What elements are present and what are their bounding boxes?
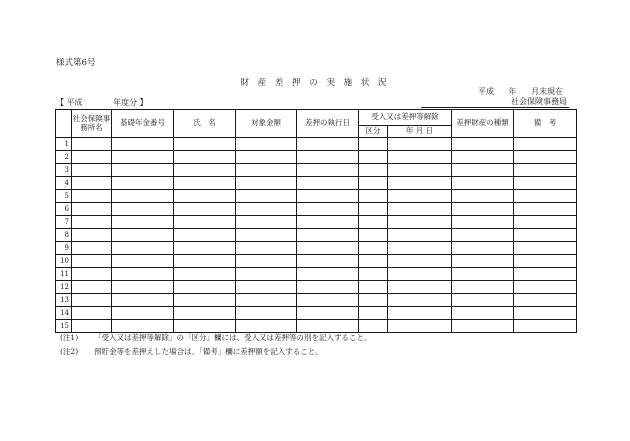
office-name-cell[interactable]	[72, 307, 112, 320]
row-number: 1	[56, 138, 72, 151]
target-amount-cell[interactable]	[236, 294, 297, 307]
office-name-cell[interactable]	[72, 190, 112, 203]
table-row	[56, 268, 577, 281]
pension-number-cell[interactable]	[112, 281, 174, 294]
pension-number-cell[interactable]	[112, 242, 174, 255]
pension-number-cell[interactable]	[112, 203, 174, 216]
target-amount-cell[interactable]	[236, 229, 297, 242]
note-1-label: (注1)	[60, 333, 79, 342]
name-cell[interactable]	[174, 203, 236, 216]
remarks-cell[interactable]	[514, 268, 577, 281]
office-name-cell[interactable]	[72, 242, 112, 255]
note-2-text: 預貯金等を差押えした場合は、「備考」欄に差押額を記入すること。	[94, 347, 323, 356]
release-date-cell[interactable]	[388, 307, 452, 320]
name-cell[interactable]	[174, 138, 236, 151]
name-cell[interactable]	[174, 229, 236, 242]
remarks-cell[interactable]	[514, 281, 577, 294]
property-type-cell[interactable]	[452, 294, 514, 307]
table-row	[56, 242, 577, 255]
table-row	[56, 307, 577, 320]
office-label: 社会保険事務局	[421, 97, 569, 108]
pension-number-cell[interactable]	[112, 164, 174, 177]
property-type-cell[interactable]	[452, 255, 514, 268]
seizure-date-cell[interactable]	[297, 190, 359, 203]
release-type-cell[interactable]	[359, 268, 388, 281]
property-type-cell[interactable]	[452, 268, 514, 281]
target-amount-cell[interactable]	[236, 281, 297, 294]
pension-number-cell[interactable]	[112, 255, 174, 268]
property-type-cell[interactable]	[452, 320, 514, 333]
header-office-name: 社会保険事務所名	[72, 110, 112, 138]
pension-number-cell[interactable]	[112, 320, 174, 333]
target-amount-cell[interactable]	[236, 255, 297, 268]
property-type-cell[interactable]	[452, 203, 514, 216]
row-number: 15	[56, 320, 72, 333]
release-date-cell[interactable]	[388, 151, 452, 164]
seizure-date-cell[interactable]	[297, 268, 359, 281]
target-amount-cell[interactable]	[236, 216, 297, 229]
name-cell[interactable]	[174, 307, 236, 320]
pension-number-cell[interactable]	[112, 268, 174, 281]
table-row	[56, 138, 577, 151]
release-date-cell[interactable]	[388, 177, 452, 190]
property-type-cell[interactable]	[452, 216, 514, 229]
remarks-cell[interactable]	[514, 190, 577, 203]
form-number: 様式第6号	[56, 58, 96, 68]
name-cell[interactable]	[174, 255, 236, 268]
release-date-cell[interactable]	[388, 242, 452, 255]
seizure-date-cell[interactable]	[297, 151, 359, 164]
table-row	[56, 164, 577, 177]
release-date-cell[interactable]	[388, 138, 452, 151]
name-cell[interactable]	[174, 151, 236, 164]
header-seizure-date: 差押の執行日	[297, 110, 359, 138]
property-type-cell[interactable]	[452, 281, 514, 294]
note-2	[60, 346, 323, 357]
row-number: 14	[56, 307, 72, 320]
office-name-cell[interactable]	[72, 281, 112, 294]
table-row	[56, 294, 577, 307]
office-name-cell[interactable]	[72, 203, 112, 216]
table-row	[56, 229, 577, 242]
table-row	[56, 177, 577, 190]
property-type-cell[interactable]	[452, 138, 514, 151]
table-row	[56, 281, 577, 294]
row-number: 3	[56, 164, 72, 177]
release-date-cell[interactable]	[388, 255, 452, 268]
remarks-cell[interactable]	[514, 138, 577, 151]
release-type-cell[interactable]	[359, 229, 388, 242]
remarks-cell[interactable]	[514, 216, 577, 229]
release-type-cell[interactable]	[359, 216, 388, 229]
target-amount-cell[interactable]	[236, 138, 297, 151]
document-title: 財 産 差 押 の 実 施 状 況	[240, 78, 390, 88]
note-1-text: 「受入又は差押等解除」の「区分」欄には、受入又は差押等の別を記入すること。	[94, 333, 372, 342]
note-1	[60, 332, 372, 343]
seizure-date-cell[interactable]	[297, 164, 359, 177]
fiscal-year-label	[56, 97, 148, 108]
release-type-cell[interactable]	[359, 242, 388, 255]
header-property-type: 差押財産の種類	[452, 110, 514, 138]
target-amount-cell[interactable]	[236, 190, 297, 203]
name-cell[interactable]	[174, 281, 236, 294]
fiscal-era: 平成	[66, 98, 83, 107]
release-type-cell[interactable]	[359, 281, 388, 294]
office-name-cell[interactable]	[72, 138, 112, 151]
seizure-date-cell[interactable]	[297, 255, 359, 268]
pension-number-cell[interactable]	[112, 177, 174, 190]
office-name-cell[interactable]	[72, 268, 112, 281]
target-amount-cell[interactable]	[236, 203, 297, 216]
remarks-cell[interactable]	[514, 164, 577, 177]
table-row	[56, 320, 577, 333]
name-cell[interactable]	[174, 294, 236, 307]
note-2-label: (注2)	[60, 347, 79, 356]
pension-number-cell[interactable]	[112, 294, 174, 307]
row-number: 2	[56, 151, 72, 164]
pension-number-cell[interactable]	[112, 307, 174, 320]
release-date-cell[interactable]	[388, 164, 452, 177]
header-name: 氏 名	[174, 110, 236, 138]
target-amount-cell[interactable]	[236, 164, 297, 177]
release-type-cell[interactable]	[359, 320, 388, 333]
office-name-cell[interactable]	[72, 151, 112, 164]
release-date-cell[interactable]	[388, 203, 452, 216]
seizure-date-cell[interactable]	[297, 138, 359, 151]
row-number: 13	[56, 294, 72, 307]
seizure-date-cell[interactable]	[297, 320, 359, 333]
name-cell[interactable]	[174, 242, 236, 255]
remarks-cell[interactable]	[514, 320, 577, 333]
seizure-date-cell[interactable]	[297, 203, 359, 216]
target-amount-cell[interactable]	[236, 177, 297, 190]
table-row	[56, 216, 577, 229]
office-name-cell[interactable]	[72, 216, 112, 229]
release-date-cell[interactable]	[388, 229, 452, 242]
release-type-cell[interactable]	[359, 164, 388, 177]
row-number: 4	[56, 177, 72, 190]
seizure-date-cell[interactable]	[297, 229, 359, 242]
property-type-cell[interactable]	[452, 151, 514, 164]
seizure-date-cell[interactable]	[297, 307, 359, 320]
seizure-date-cell[interactable]	[297, 294, 359, 307]
release-type-cell[interactable]	[359, 190, 388, 203]
property-type-cell[interactable]	[452, 190, 514, 203]
remarks-cell[interactable]	[514, 255, 577, 268]
release-type-cell[interactable]	[359, 294, 388, 307]
seizure-date-cell[interactable]	[297, 242, 359, 255]
release-type-cell[interactable]	[359, 255, 388, 268]
office-name-cell[interactable]	[72, 294, 112, 307]
row-number: 5	[56, 190, 72, 203]
seizure-date-cell[interactable]	[297, 281, 359, 294]
pension-number-cell[interactable]	[112, 229, 174, 242]
target-amount-cell[interactable]	[236, 320, 297, 333]
header-release-type: 区分	[359, 126, 388, 138]
remarks-cell[interactable]	[514, 151, 577, 164]
release-type-cell[interactable]	[359, 151, 388, 164]
property-type-cell[interactable]	[452, 229, 514, 242]
table-row	[56, 255, 577, 268]
row-number: 11	[56, 268, 72, 281]
release-date-cell[interactable]	[388, 190, 452, 203]
row-number: 7	[56, 216, 72, 229]
office-name-cell[interactable]	[72, 320, 112, 333]
release-type-cell[interactable]	[359, 307, 388, 320]
release-type-cell[interactable]	[359, 138, 388, 151]
office-name-cell[interactable]	[72, 177, 112, 190]
target-amount-cell[interactable]	[236, 151, 297, 164]
bracket-close: 】	[139, 98, 148, 107]
remarks-cell[interactable]	[514, 242, 577, 255]
name-cell[interactable]	[174, 177, 236, 190]
pension-number-cell[interactable]	[112, 138, 174, 151]
target-amount-cell[interactable]	[236, 268, 297, 281]
row-number: 8	[56, 229, 72, 242]
name-cell[interactable]	[174, 320, 236, 333]
property-type-cell[interactable]	[452, 164, 514, 177]
table-row	[56, 203, 577, 216]
property-type-cell[interactable]	[452, 242, 514, 255]
release-type-cell[interactable]	[359, 177, 388, 190]
remarks-cell[interactable]	[514, 229, 577, 242]
remarks-cell[interactable]	[514, 294, 577, 307]
release-date-cell[interactable]	[388, 320, 452, 333]
name-cell[interactable]	[174, 268, 236, 281]
row-number: 12	[56, 281, 72, 294]
release-type-cell[interactable]	[359, 203, 388, 216]
office-name-cell[interactable]	[72, 255, 112, 268]
remarks-cell[interactable]	[514, 177, 577, 190]
property-type-cell[interactable]	[452, 177, 514, 190]
header-row-number	[56, 110, 72, 138]
office-name-cell[interactable]	[72, 229, 112, 242]
seizure-date-cell[interactable]	[297, 177, 359, 190]
release-date-cell[interactable]	[388, 294, 452, 307]
bracket-open: 【	[56, 98, 64, 107]
pension-number-cell[interactable]	[112, 216, 174, 229]
release-date-cell[interactable]	[388, 216, 452, 229]
remarks-cell[interactable]	[514, 307, 577, 320]
office-name-cell[interactable]	[72, 164, 112, 177]
pension-number-cell[interactable]	[112, 190, 174, 203]
row-number: 9	[56, 242, 72, 255]
seizure-date-cell[interactable]	[297, 216, 359, 229]
seizure-table	[55, 109, 577, 333]
as-of-date: 平成 年 月末現在	[478, 87, 564, 96]
name-cell[interactable]	[174, 190, 236, 203]
release-date-cell[interactable]	[388, 268, 452, 281]
table-row	[56, 151, 577, 164]
header-remarks: 備 考	[514, 110, 577, 138]
header-pension-number: 基礎年金番号	[112, 110, 174, 138]
target-amount-cell[interactable]	[236, 307, 297, 320]
release-date-cell[interactable]	[388, 281, 452, 294]
header-release-group: 受入又は差押等解除	[359, 110, 452, 126]
name-cell[interactable]	[174, 164, 236, 177]
name-cell[interactable]	[174, 216, 236, 229]
header-target-amount: 対象金額	[236, 110, 297, 138]
fiscal-suffix: 年度分	[113, 98, 138, 107]
target-amount-cell[interactable]	[236, 242, 297, 255]
pension-number-cell[interactable]	[112, 151, 174, 164]
remarks-cell[interactable]	[514, 203, 577, 216]
property-type-cell[interactable]	[452, 307, 514, 320]
header-release-date: 年 月 日	[388, 126, 452, 138]
table-row	[56, 190, 577, 203]
row-number: 10	[56, 255, 72, 268]
row-number: 6	[56, 203, 72, 216]
